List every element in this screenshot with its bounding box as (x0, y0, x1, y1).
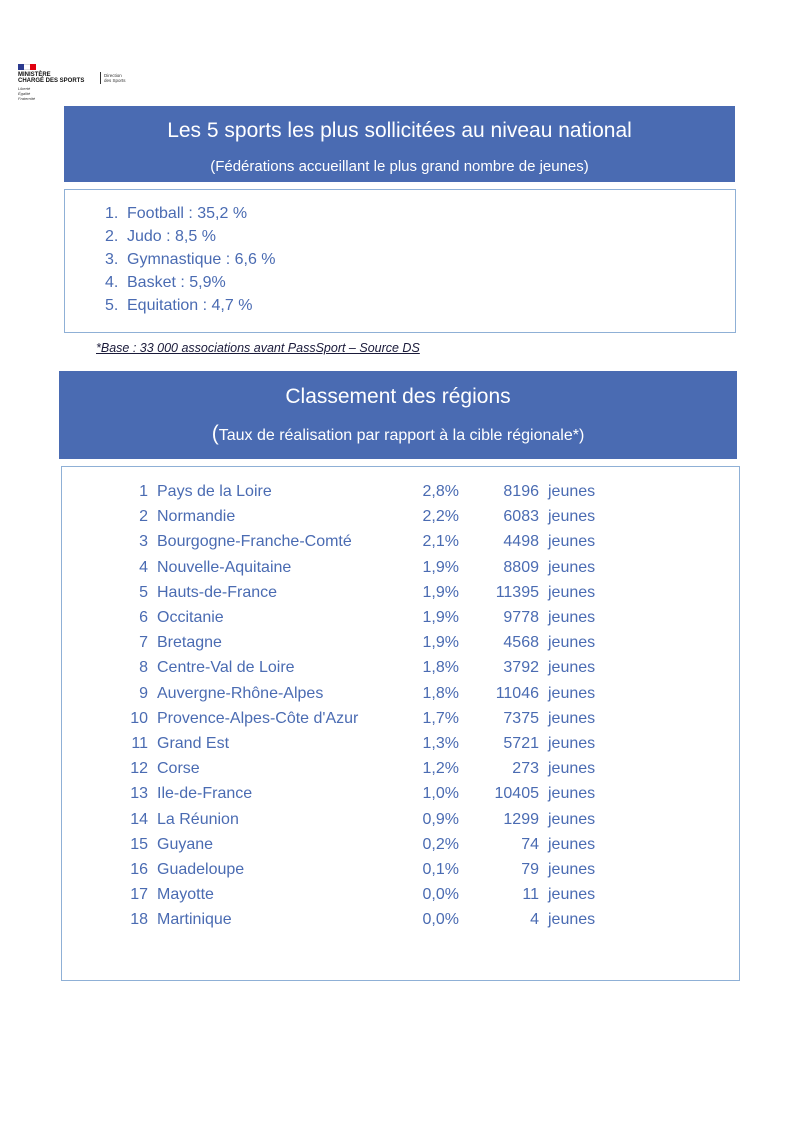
unit-cell: jeunes (548, 835, 596, 853)
unit-cell: jeunes (548, 886, 596, 904)
count-cell: 4498 (503, 533, 539, 551)
count-cell: 273 (512, 760, 539, 778)
regions-header-banner (59, 371, 737, 459)
regions-subtitle (59, 422, 737, 446)
percent-cell: 1,9% (422, 558, 459, 576)
percent-cell: 1,8% (422, 684, 459, 702)
percent-cell: 1,8% (422, 659, 459, 677)
direction-name (104, 73, 126, 83)
region-cell: Guyane (157, 835, 214, 853)
direction-line-1: Direction (104, 73, 122, 78)
percent-cell: 1,3% (422, 735, 459, 752)
count-cell: 11395 (495, 583, 539, 601)
region-cell: Martinique (157, 911, 232, 929)
region-cell: Bretagne (157, 634, 222, 652)
rank-cell: 7 (139, 634, 148, 652)
region-cell: Grand Est (157, 735, 230, 752)
count-cell: 10405 (494, 785, 539, 803)
percent-cell: 1,2% (422, 760, 459, 778)
republic-motto (18, 86, 35, 101)
list-item-text: Judo : 8,5 % (127, 228, 216, 245)
rank-cell: 15 (130, 835, 148, 853)
ministry-line-2: CHARGÉ DES SPORTS (18, 78, 85, 84)
sports-list-box (64, 189, 736, 333)
region-cell: Ile-de-France (157, 785, 253, 803)
list-item (105, 294, 276, 317)
count-cell: 79 (521, 861, 539, 878)
rank-cell: 16 (130, 861, 148, 878)
regions-subtitle-text: Taux de réalisation par rapport à la cible régionale*) (218, 427, 585, 444)
unit-cell: jeunes (548, 634, 596, 652)
sports-header-banner (64, 106, 735, 182)
table-row (62, 605, 739, 630)
percent-cell: 0,2% (422, 835, 459, 853)
list-item-text: Football : 35,2 % (127, 205, 248, 222)
unit-cell: jeunes (548, 709, 596, 727)
region-cell: La Réunion (157, 810, 239, 828)
table-row (62, 807, 739, 832)
region-cell: Centre-Val de Loire (157, 659, 295, 677)
count-cell: 5721 (503, 735, 539, 752)
list-item-number: 4. (105, 274, 119, 291)
region-cell: Occitanie (157, 609, 224, 626)
unit-cell: jeunes (548, 483, 596, 500)
table-row (62, 781, 739, 806)
rank-cell: 8 (139, 659, 148, 677)
list-item-text: Gymnastique : 6,6 % (127, 251, 276, 268)
count-cell: 8809 (503, 558, 539, 576)
rank-cell: 9 (139, 684, 148, 702)
sports-list (105, 202, 276, 317)
sports-subtitle: (Fédérations accueillant le plus grand nombre de jeunes) (210, 158, 589, 175)
motto-line-3: Fraternité (18, 96, 36, 101)
list-item-text: Equitation : 4,7 % (127, 297, 253, 314)
region-cell: Bourgogne-Franche-Comté (157, 533, 352, 551)
count-cell: 3792 (503, 659, 539, 677)
percent-cell: 0,0% (422, 911, 459, 929)
region-cell: Corse (157, 760, 200, 778)
percent-cell: 1,0% (422, 785, 459, 803)
list-item-number: 3. (105, 251, 119, 268)
table-row (62, 907, 739, 932)
table-row (62, 630, 739, 655)
ministry-line-1: MINISTÈRE (18, 72, 51, 78)
list-item-number: 2. (105, 228, 119, 245)
region-cell: Auvergne-Rhône-Alpes (157, 684, 324, 702)
rank-cell: 11 (131, 735, 148, 752)
region-cell: Pays de la Loire (157, 483, 272, 500)
list-item (105, 225, 276, 248)
sports-title: Les 5 sports les plus sollicitées au niveau national (167, 119, 632, 142)
list-item (105, 271, 276, 294)
list-item-number: 5. (105, 297, 119, 314)
ministry-logo (18, 64, 138, 104)
percent-cell: 2,1% (422, 533, 459, 551)
count-cell: 6083 (503, 508, 539, 526)
logo-divider (100, 72, 101, 84)
motto-line-1: Liberté (18, 86, 31, 91)
rank-cell: 13 (130, 785, 148, 803)
count-cell: 4568 (503, 634, 539, 652)
count-cell: 7375 (503, 709, 539, 727)
unit-cell: jeunes (548, 785, 596, 803)
percent-cell: 0,9% (422, 810, 459, 828)
count-cell: 4 (530, 911, 539, 929)
french-flag-icon (18, 64, 36, 70)
regions-title: Classement des régions (285, 385, 511, 408)
base-note: *Base : 33 000 associations avant PassSport – Source DS (96, 341, 420, 355)
motto-line-2: Égalité (18, 91, 31, 96)
regions-subtitle-paren: ( (211, 422, 219, 445)
table-row (62, 529, 739, 554)
unit-cell: jeunes (548, 861, 596, 878)
percent-cell: 2,2% (422, 508, 459, 526)
unit-cell: jeunes (548, 684, 596, 702)
region-cell: Nouvelle-Aquitaine (157, 558, 292, 576)
percent-cell: 1,9% (422, 609, 459, 626)
rank-cell: 6 (139, 609, 148, 626)
region-cell: Normandie (157, 508, 236, 526)
table-row (62, 655, 739, 680)
unit-cell: jeunes (548, 609, 596, 626)
rank-cell: 18 (130, 911, 148, 929)
percent-cell: 0,1% (422, 861, 459, 878)
table-row (62, 731, 739, 756)
percent-cell: 1,9% (422, 583, 459, 601)
region-cell: Provence-Alpes-Côte d'Azur (157, 709, 359, 727)
rank-cell: 2 (139, 508, 148, 526)
rank-cell: 14 (130, 810, 148, 828)
list-item-text: Basket : 5,9% (127, 274, 226, 291)
regions-table-box (61, 466, 740, 981)
unit-cell: jeunes (548, 583, 596, 601)
region-cell: Guadeloupe (157, 861, 245, 878)
count-cell: 11046 (495, 684, 539, 702)
list-item (105, 202, 276, 225)
count-cell: 74 (521, 835, 539, 853)
unit-cell: jeunes (548, 735, 596, 752)
count-cell: 1299 (503, 810, 539, 828)
table-row (62, 555, 739, 580)
count-cell: 9778 (503, 609, 539, 626)
rank-cell: 12 (130, 760, 148, 778)
table-row (62, 857, 739, 882)
rank-cell: 17 (130, 886, 148, 904)
unit-cell: jeunes (548, 508, 596, 526)
percent-cell: 2,8% (422, 483, 459, 500)
table-row (62, 681, 739, 706)
table-row (62, 706, 739, 731)
percent-cell: 1,7% (422, 709, 459, 727)
count-cell: 8196 (503, 483, 539, 500)
table-row (62, 504, 739, 529)
list-item-number: 1. (105, 205, 119, 222)
rank-cell: 3 (139, 533, 148, 551)
region-cell: Mayotte (157, 886, 214, 904)
unit-cell: jeunes (548, 533, 596, 551)
unit-cell: jeunes (548, 810, 596, 828)
table-row (62, 882, 739, 907)
unit-cell: jeunes (548, 659, 596, 677)
rank-cell: 5 (139, 583, 148, 601)
rank-cell: 4 (139, 558, 148, 576)
rank-cell: 1 (139, 483, 148, 500)
rank-cell: 10 (130, 709, 148, 727)
ministry-name (18, 72, 84, 84)
percent-cell: 1,9% (422, 634, 459, 652)
unit-cell: jeunes (548, 911, 596, 929)
direction-line-2: des Sports (104, 78, 126, 83)
table-row (62, 832, 739, 857)
unit-cell: jeunes (548, 558, 596, 576)
percent-cell: 0,0% (422, 886, 459, 904)
table-row (62, 756, 739, 781)
list-item (105, 248, 276, 271)
table-row (62, 479, 739, 504)
table-row (62, 580, 739, 605)
count-cell: 11 (522, 886, 539, 904)
region-cell: Hauts-de-France (157, 583, 278, 601)
unit-cell: jeunes (548, 760, 596, 778)
